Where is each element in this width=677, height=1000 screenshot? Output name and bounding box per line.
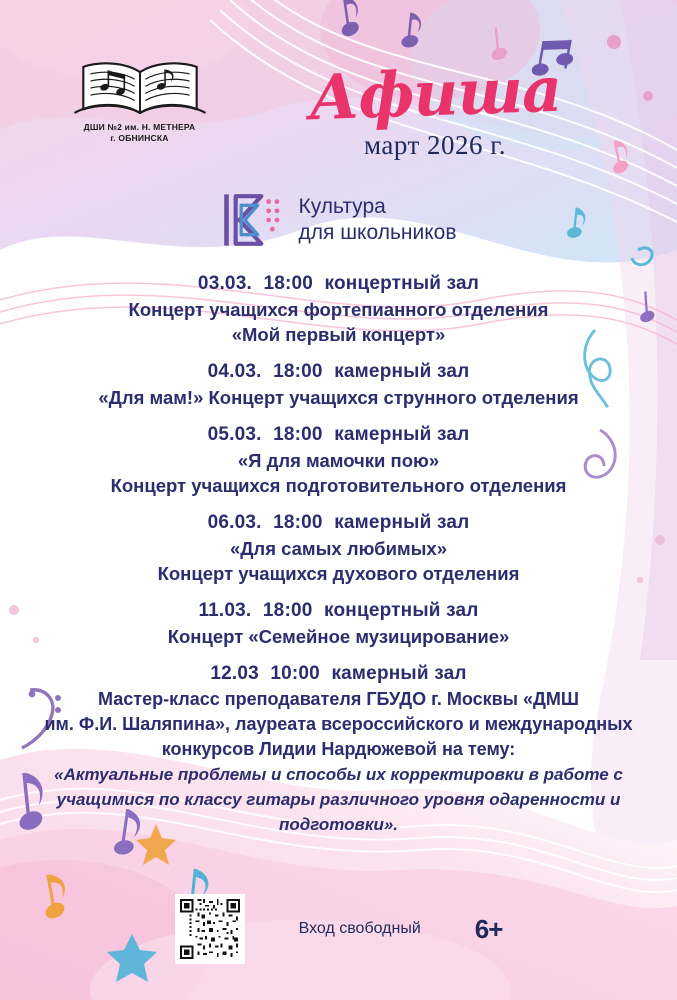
culture-program-line-1: Культура bbox=[298, 195, 386, 218]
event-description-line: Концерт учащихся подготовительного отделения bbox=[110, 475, 567, 496]
event-theme: «Актуальные проблемы и способы их корректировки в работе с учащимися по классу гитары различного уровня одаренности и подготовки». bbox=[54, 765, 623, 834]
school-name-line-2: г. ОБНИНСКА bbox=[110, 133, 169, 143]
event-date: 05.03. bbox=[207, 424, 262, 445]
event-venue: камерный зал bbox=[334, 424, 470, 445]
page-title: Афиша bbox=[307, 52, 563, 135]
poster-footer bbox=[0, 894, 677, 964]
event-description-line: «Мой первый концерт» bbox=[231, 324, 446, 345]
event-description-line: Мастер-класс преподавателя ГБУДО г. Москвы «ДМШ bbox=[98, 689, 579, 709]
event-header bbox=[28, 422, 649, 448]
event-item bbox=[28, 271, 649, 347]
event-time: 18:00 bbox=[273, 512, 323, 533]
event-item bbox=[28, 510, 649, 586]
event-time: 18:00 bbox=[263, 273, 314, 294]
poster-header bbox=[0, 0, 677, 175]
poster-title-block bbox=[300, 52, 570, 161]
event-item bbox=[28, 598, 649, 649]
event-header bbox=[28, 661, 649, 687]
event-item bbox=[28, 422, 649, 498]
event-description-line: Концерт учащихся фортепианного отделения bbox=[128, 299, 549, 320]
event-time: 10:00 bbox=[270, 663, 320, 684]
event-description-line: «Для мам!» Концерт учащихся струнного отделения bbox=[98, 387, 579, 408]
event-venue: концертный зал bbox=[324, 273, 480, 294]
event-venue: концертный зал bbox=[324, 600, 479, 621]
culture-program-block bbox=[0, 185, 677, 255]
event-item bbox=[28, 359, 649, 410]
event-description-line: им. Ф.И. Шаляпина», лауреата всероссийского и международных bbox=[44, 714, 633, 734]
event-header bbox=[28, 359, 649, 385]
school-name-line-1: ДШИ №2 им. Н. МЕТНЕРА bbox=[83, 122, 196, 132]
event-date: 04.03. bbox=[207, 361, 262, 382]
poster-month: март 2026 г. bbox=[363, 130, 507, 160]
event-time: 18:00 bbox=[273, 424, 323, 445]
event-venue: камерный зал bbox=[334, 361, 470, 382]
event-header bbox=[28, 271, 649, 297]
qr-code[interactable] bbox=[175, 894, 245, 964]
event-description-line: конкурсов Лидии Нардюжевой на тему: bbox=[161, 739, 516, 759]
event-date: 11.03. bbox=[198, 600, 252, 621]
culture-program-text bbox=[299, 194, 457, 246]
age-rating-badge: 6+ bbox=[474, 913, 503, 944]
event-header bbox=[28, 510, 649, 536]
event-header bbox=[28, 598, 649, 624]
culture-for-schoolchildren-logo bbox=[221, 190, 287, 250]
event-description bbox=[28, 687, 649, 837]
event-date: 03.03. bbox=[197, 273, 252, 294]
event-description-line: «Я для мамочки пою» bbox=[237, 450, 440, 471]
event-date: 12.03 bbox=[210, 663, 259, 684]
event-time: 18:00 bbox=[262, 600, 313, 621]
event-venue: камерный зал bbox=[334, 512, 470, 533]
culture-program-line-2: для школьников bbox=[298, 221, 457, 244]
open-book-with-notes-icon bbox=[66, 58, 214, 120]
event-description-line: Концерт «Семейное музицирование» bbox=[167, 626, 510, 647]
event-description-line: «Для самых любимых» bbox=[229, 538, 448, 559]
event-date: 06.03. bbox=[207, 512, 262, 533]
free-entry-label: Вход свободный bbox=[298, 920, 421, 937]
event-venue: камерный зал bbox=[331, 663, 467, 684]
event-list bbox=[28, 271, 649, 837]
event-item bbox=[28, 661, 649, 837]
event-time: 18:00 bbox=[273, 361, 323, 382]
event-description-line: Концерт учащихся духового отделения bbox=[157, 563, 520, 584]
school-logo bbox=[52, 58, 227, 144]
